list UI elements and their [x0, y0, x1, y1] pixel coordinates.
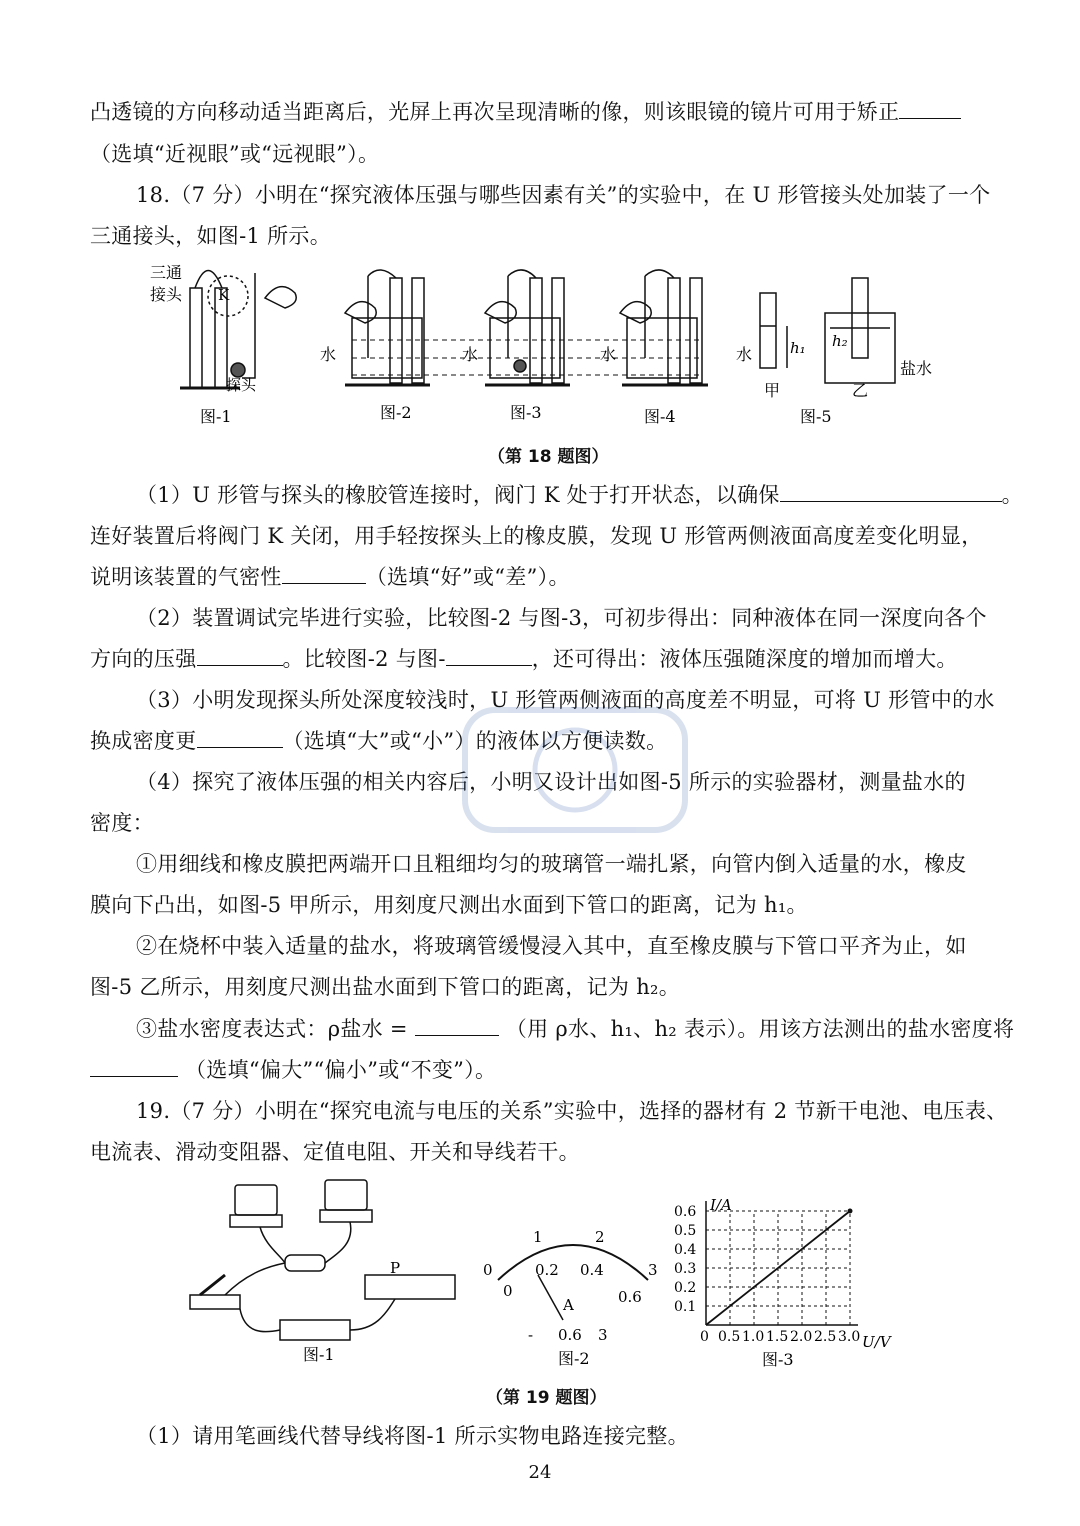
terminal-06: 0.6	[558, 1326, 582, 1344]
answer-blank[interactable]	[899, 98, 961, 119]
label-jia: 甲	[764, 381, 781, 400]
meter-top-tick: 1	[533, 1228, 543, 1246]
x-tick-label: 0	[700, 1329, 709, 1345]
text-line	[90, 1056, 990, 1084]
ammeter	[325, 1180, 367, 1210]
u-tube-left	[190, 288, 202, 388]
text-line: （选填“近视眼”或“远视眼”）。	[90, 142, 380, 166]
label-water: 水	[320, 345, 337, 364]
x-tick-label: 2.5	[814, 1329, 837, 1345]
text-line: ①用细线和橡皮膜把两端开口且粗细均匀的玻璃管一端扎紧，向管内倒入适量的水，橡皮	[136, 852, 967, 876]
text-line	[90, 645, 990, 673]
figure-19-caption: （第 19 题图）	[486, 1388, 607, 1408]
fig-label: 图-3	[510, 403, 542, 422]
text: 。比较图-2 与图-	[282, 647, 446, 671]
label-h2: h₂	[832, 332, 848, 350]
text: ③盐水密度表达式：ρ盐水 =	[136, 1017, 408, 1041]
y-tick-label: 0.5	[674, 1223, 697, 1239]
figure-19-2-ammeter	[478, 1220, 668, 1370]
x-tick-label: 3.0	[838, 1329, 861, 1345]
text-line: 三通接头，如图-1 所示。	[90, 224, 332, 248]
rheostat	[365, 1275, 455, 1299]
label-water: 水	[736, 345, 753, 364]
question-18-intro: 18.（7 分）小明在“探究液体压强与哪些因素有关”的实验中，在 U 形管接头处加装了一个	[136, 183, 991, 207]
text: ，还可得出：液体压强随深度的增加而增大。	[531, 647, 958, 671]
fig-label: 图-2	[380, 403, 412, 422]
fig-label: 图-2	[558, 1349, 590, 1368]
x-axis-label: U/V	[862, 1333, 891, 1351]
text: 凸透镜的方向移动适当距离后，光屏上再次呈现清晰的像，则该眼镜的镜片可用于矫正	[90, 100, 900, 124]
meter-needle	[538, 1275, 563, 1320]
answer-blank[interactable]	[780, 481, 1002, 502]
y-tick-label: 0.4	[674, 1242, 697, 1258]
figure-18	[90, 258, 990, 458]
label-san-tong: 三通	[150, 263, 183, 282]
text-line: （2）装置调试完毕进行实验，比较图-2 与图-3，可初步得出：同种液体在同一深度向各个	[136, 606, 987, 630]
label-jie-tou: 接头	[150, 285, 183, 304]
text: （选填“偏大”“偏小”或“不变”）。	[184, 1058, 497, 1082]
meter-bottom-tick: 0.4	[580, 1261, 604, 1279]
text-line	[136, 481, 1023, 509]
text: 换成密度更	[90, 729, 197, 753]
data-point	[848, 1209, 853, 1214]
answer-blank[interactable]	[90, 1056, 178, 1077]
page-number: 24	[528, 1462, 552, 1483]
meter-bottom-tick: 0.2	[535, 1261, 559, 1279]
text-line: （4）探究了液体压强的相关内容后，小明又设计出如图-5 所示的实验器材，测量盐水的	[136, 770, 966, 794]
fig-label: 图-1	[303, 1345, 335, 1364]
answer-blank[interactable]	[415, 1015, 499, 1036]
label-tan-tou: 探头	[226, 376, 257, 394]
meter-bottom-end: 0.6	[618, 1288, 642, 1306]
voltmeter	[235, 1185, 277, 1215]
answer-blank[interactable]	[197, 727, 283, 748]
fig-label: 图-3	[762, 1350, 794, 1369]
text-line: 密度：	[90, 811, 154, 835]
watermark-logo	[445, 690, 705, 850]
y-tick-label: 0.3	[674, 1261, 697, 1277]
answer-blank[interactable]	[282, 563, 366, 584]
text-line	[90, 563, 990, 591]
meter-top-start: 0	[483, 1261, 493, 1279]
fig-label: 图-1	[200, 407, 232, 426]
answer-blank[interactable]	[197, 645, 283, 666]
label-salt-water: 盐水	[900, 359, 933, 378]
label-water: 水	[462, 345, 479, 364]
text-line: （1）请用笔画线代替导线将图-1 所示实物电路连接完整。	[136, 1424, 689, 1448]
y-axis-label: I/A	[710, 1196, 732, 1214]
meter-unit: A	[563, 1296, 574, 1314]
text-line: 电流表、滑动变阻器、定值电阻、开关和导线若干。	[90, 1140, 580, 1164]
text: （选填“好”或“差”）。	[365, 565, 570, 589]
text: 方向的压强	[90, 647, 197, 671]
figure-19-1-circuit	[185, 1175, 465, 1365]
y-tick-label: 0.2	[674, 1280, 697, 1296]
x-tick-label: 1.5	[766, 1329, 789, 1345]
fig-label: 图-4	[644, 407, 676, 426]
terminal-neg: -	[528, 1326, 534, 1344]
x-tick-label: 0.5	[718, 1329, 741, 1345]
text-line: （3）小明发现探头所处深度较浅时，U 形管两侧液面的高度差不明显，可将 U 形管中的水	[136, 688, 995, 712]
text: （用 ρ水、h₁、h₂ 表示）。用该方法测出的盐水密度将	[505, 1017, 1015, 1041]
text: 。	[1001, 483, 1023, 507]
label-k: K	[218, 286, 230, 304]
x-tick-label: 2.0	[790, 1329, 813, 1345]
resistor	[285, 1255, 325, 1271]
meter-top-end: 3	[648, 1261, 658, 1279]
label-p: P	[390, 1259, 401, 1277]
probe	[231, 363, 245, 377]
text-line: ②在烧杯中装入适量的盐水，将玻璃管缓慢浸入其中，直至橡皮膜与下管口平齐为止，如	[136, 934, 967, 958]
label-water: 水	[600, 345, 617, 364]
y-tick-label: 0.6	[674, 1204, 697, 1220]
meter-bottom-start: 0	[503, 1282, 513, 1300]
text: （选填“大”或“小”）的液体以方便读数。	[282, 729, 668, 753]
battery	[280, 1320, 350, 1340]
figure-18-caption: （第 18 题图）	[488, 447, 609, 467]
figure-19-3-chart	[670, 1195, 910, 1369]
text-line	[136, 1015, 1015, 1043]
question-19-intro: 19.（7 分）小明在“探究电流与电压的关系”实验中，选择的器材有 2 节新干电池、电压表、	[136, 1099, 1008, 1123]
meter-top-tick: 2	[595, 1228, 605, 1246]
fig-label: 图-5	[800, 407, 832, 426]
y-tick-label: 0.1	[674, 1299, 697, 1315]
x-tick-label: 1.0	[742, 1329, 765, 1345]
text-line	[90, 98, 990, 126]
label-h1: h₁	[790, 339, 806, 357]
terminal-3: 3	[598, 1326, 608, 1344]
text-line: 连好装置后将阀门 K 关闭，用手轻按探头上的橡皮膜，发现 U 形管两侧液面高度差变化明显，	[90, 524, 983, 548]
label-yi: 乙	[852, 381, 869, 400]
text: （1）U 形管与探头的橡胶管连接时，阀门 K 处于打开状态，以确保	[136, 483, 780, 507]
answer-blank[interactable]	[446, 645, 532, 666]
switch	[190, 1295, 240, 1309]
text-line: 膜向下凸出，如图-5 甲所示，用刻度尺测出水面到下管口的距离，记为 h₁。	[90, 893, 808, 917]
text-line: 图-5 乙所示，用刻度尺测出盐水面到下管口的距离，记为 h₂。	[90, 975, 681, 999]
text: 说明该装置的气密性	[90, 565, 282, 589]
